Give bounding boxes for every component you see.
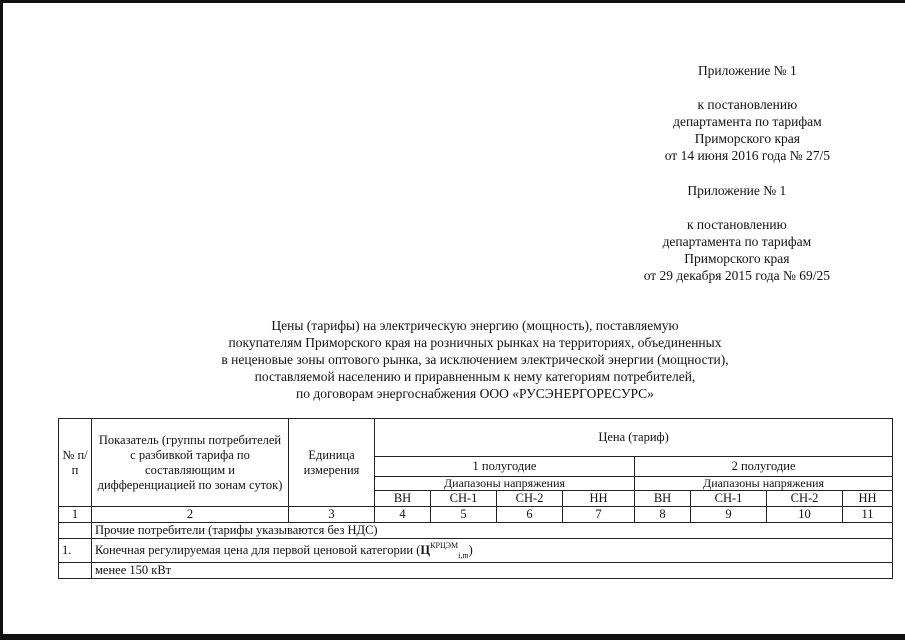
title-line: поставляемой населению и приравненным к нему категориям потребителей,: [254, 369, 696, 384]
column-number: 9: [691, 507, 767, 523]
column-number: 7: [563, 507, 635, 523]
header-voltage-ranges: Диапазоны напряжения: [635, 477, 893, 491]
header-half-1: 1 полугодие: [375, 457, 635, 477]
section-row: [59, 523, 893, 539]
page-edge-left: [0, 0, 3, 640]
page-edge-bottom: [0, 634, 905, 640]
appendix-previous: [644, 182, 830, 284]
column-number: 10: [767, 507, 843, 523]
empty-cell: [59, 563, 92, 579]
appendix-line: департамента по тарифам: [673, 114, 822, 129]
tariff-table: [58, 418, 893, 579]
appendix-line: Приморского края: [694, 131, 800, 146]
column-numbers-row: [59, 507, 893, 523]
formula-superscript: КРЦЭМ: [430, 541, 459, 550]
column-number: 8: [635, 507, 691, 523]
voltage-level: НН: [843, 491, 893, 507]
header-indicator: Показатель (группы потребителей с разбивкой тарифа по составляющим и дифференциацией по зонам суток): [92, 419, 289, 507]
sub-item-row: [59, 563, 893, 579]
document-title: [160, 317, 790, 402]
item-label: [92, 539, 893, 563]
appendix-line: к постановлению: [697, 97, 798, 112]
empty-cell: [59, 523, 92, 539]
appendix-title: Приложение № 1: [687, 183, 787, 198]
header-unit: Единица измерения: [289, 419, 375, 507]
item-number: 1.: [59, 539, 92, 563]
formula-symbol: Ц: [420, 543, 431, 557]
voltage-level: НН: [563, 491, 635, 507]
appendix-current: [665, 62, 830, 164]
voltage-level: СН-2: [767, 491, 843, 507]
title-line: покупателям Приморского края на розничных рынках на территориях, объединенных: [228, 335, 722, 350]
appendix-title: Приложение № 1: [697, 63, 797, 78]
column-number: 5: [431, 507, 497, 523]
appendix-line: департамента по тарифам: [662, 234, 812, 249]
sub-item-label: менее 150 кВт: [92, 563, 893, 579]
appendix-line: от 14 июня 2016 года № 27/5: [664, 148, 830, 163]
appendix-line: от 29 декабря 2015 года № 69/25: [643, 268, 830, 283]
appendix-line: Приморского края: [684, 251, 790, 266]
voltage-level: СН-1: [431, 491, 497, 507]
voltage-level: СН-2: [497, 491, 563, 507]
voltage-level: СН-1: [691, 491, 767, 507]
header-num: № п/п: [59, 419, 92, 507]
title-line: по договорам энергоснабжения ООО «РУСЭНЕРГОРЕСУРС»: [296, 386, 654, 401]
column-number: 4: [375, 507, 431, 523]
voltage-level: ВН: [375, 491, 431, 507]
column-number: 6: [497, 507, 563, 523]
item-text: Конечная регулируемая цена для первой ценовой категории (: [95, 543, 421, 557]
column-number: 3: [289, 507, 375, 523]
column-number: 2: [92, 507, 289, 523]
header-price: Цена (тариф): [375, 419, 893, 457]
section-label: Прочие потребители (тарифы указываются без НДС): [92, 523, 893, 539]
column-number: 11: [843, 507, 893, 523]
column-number: 1: [59, 507, 92, 523]
formula-subscript: i,m: [458, 551, 469, 560]
title-line: в неценовые зоны оптового рынка, за исключением электрической энергии (мощности),: [221, 352, 729, 367]
title-line: Цены (тарифы) на электрическую энергию (мощность), поставляемую: [271, 318, 679, 333]
item-row: [59, 539, 893, 563]
formula-close: ): [468, 543, 473, 557]
page-edge-top: [0, 0, 905, 3]
header-voltage-ranges: Диапазоны напряжения: [375, 477, 635, 491]
voltage-level: ВН: [635, 491, 691, 507]
header-half-2: 2 полугодие: [635, 457, 893, 477]
appendix-line: к постановлению: [686, 217, 787, 232]
